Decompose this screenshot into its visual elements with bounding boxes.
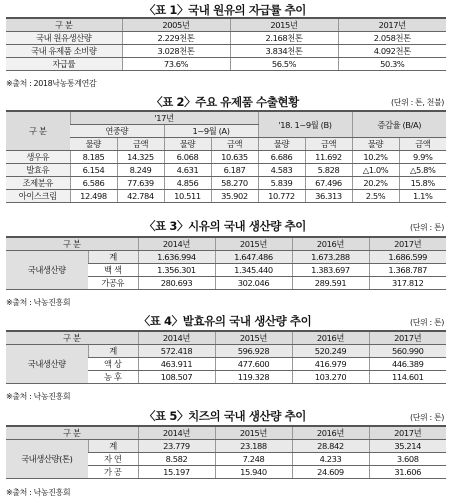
- table4-source: ※출처 : 낙농진흥회: [6, 392, 71, 401]
- group-label: 국내생산량: [6, 251, 88, 290]
- cell: 9.9%: [399, 151, 446, 164]
- table5-title: 〈표 5〉치즈의 국내 생산량 추이: [143, 409, 306, 423]
- cell: 10.635: [211, 151, 258, 164]
- table2-header-17: '17년: [70, 111, 258, 125]
- cell: 1.383.697: [292, 264, 369, 277]
- table2-sub-qty: 물량: [164, 138, 211, 151]
- cell: 560.990: [369, 345, 446, 358]
- row-label: 생우유: [6, 151, 70, 164]
- cell: 8.249: [117, 164, 164, 177]
- row-label: 자 연: [88, 453, 138, 466]
- cell: 6.187: [211, 164, 258, 177]
- table1: [6, 17, 446, 71]
- cell: 14.325: [117, 151, 164, 164]
- table1-header-2017: 2017년: [338, 18, 446, 32]
- row-label: 자급률: [6, 58, 122, 71]
- cell: 15.8%: [399, 177, 446, 190]
- table-row: [6, 345, 446, 358]
- table2-header-label: 구 분: [6, 111, 70, 151]
- cell: 5.828: [305, 164, 352, 177]
- table4-unit: (단위 : 톤): [409, 318, 444, 327]
- cell: 4.233: [292, 453, 369, 466]
- cell: 73.6%: [122, 58, 230, 71]
- table3: [6, 236, 446, 290]
- table3-header-2016: 2016년: [292, 237, 369, 251]
- table2: [6, 110, 446, 203]
- table5-source: ※출처 : 낙농진흥회: [6, 488, 71, 497]
- table-row: [6, 164, 446, 177]
- table5-header-label: 구 분: [6, 426, 138, 440]
- cell: 35.902: [211, 190, 258, 203]
- cell: 596.928: [215, 345, 292, 358]
- cell: 108.507: [138, 371, 215, 384]
- table1-source: ※출처 : 2018낙농통계연감: [6, 79, 97, 88]
- row-label: 가공유: [88, 277, 138, 290]
- table2-sub-qty: 물량: [352, 138, 399, 151]
- cell: 24.609: [292, 466, 369, 479]
- cell: 15.197: [138, 466, 215, 479]
- cell: 6.586: [70, 177, 117, 190]
- table-row: [6, 190, 446, 203]
- cell: 50.3%: [338, 58, 446, 71]
- table4-header-label: 구 분: [6, 331, 138, 345]
- table4: [6, 330, 446, 384]
- cell: 4.631: [164, 164, 211, 177]
- cell: 12.498: [70, 190, 117, 203]
- row-label: 액 상: [88, 358, 138, 371]
- table5-header-2016: 2016년: [292, 426, 369, 440]
- cell: 4.583: [258, 164, 305, 177]
- table3-header-2014: 2014년: [138, 237, 215, 251]
- cell: 58.270: [211, 177, 258, 190]
- table4-title: 〈표 4〉발효유의 국내 생산량 추이: [138, 314, 312, 328]
- table3-header-2015: 2015년: [215, 237, 292, 251]
- row-label: 아이스크림: [6, 190, 70, 203]
- table-row: [6, 177, 446, 190]
- cell: 446.389: [369, 358, 446, 371]
- table2-sub-qty: 물량: [70, 138, 117, 151]
- cell: 1.345.440: [215, 264, 292, 277]
- cell: 56.5%: [230, 58, 338, 71]
- table2-title: 〈표 2〉주요 유제품 수출현황: [151, 95, 299, 109]
- cell: 477.600: [215, 358, 292, 371]
- cell: 1.686.599: [369, 251, 446, 264]
- cell: 67.496: [305, 177, 352, 190]
- table2-sub-amt: 금액: [305, 138, 352, 151]
- cell: 4.856: [164, 177, 211, 190]
- cell: 4.092천톤: [338, 45, 446, 58]
- cell: 35.214: [369, 440, 446, 453]
- table2-sub-amt: 금액: [211, 138, 258, 151]
- cell: 3.608: [369, 453, 446, 466]
- cell: 28.842: [292, 440, 369, 453]
- table2-header-jan-sep: 1~9월 (A): [164, 125, 258, 138]
- table4-header-2016: 2016년: [292, 331, 369, 345]
- row-label: 계: [88, 251, 138, 264]
- row-label: 발효유: [6, 164, 70, 177]
- table1-header-label: 구 분: [6, 18, 122, 32]
- table-row: [6, 440, 446, 453]
- cell: 77.639: [117, 177, 164, 190]
- cell: 2.058천톤: [338, 32, 446, 45]
- cell: 289.591: [292, 277, 369, 290]
- cell: 10.2%: [352, 151, 399, 164]
- table5-header-2014: 2014년: [138, 426, 215, 440]
- cell: 8.185: [70, 151, 117, 164]
- cell: 520.249: [292, 345, 369, 358]
- table2-sub-amt: 금액: [117, 138, 164, 151]
- cell: 119.328: [215, 371, 292, 384]
- cell: 8.582: [138, 453, 215, 466]
- group-label: 국내생산량: [6, 345, 88, 384]
- row-label: 조제분유: [6, 177, 70, 190]
- cell: 11.692: [305, 151, 352, 164]
- cell: 280.693: [138, 277, 215, 290]
- cell: 10.511: [164, 190, 211, 203]
- row-label: 계: [88, 345, 138, 358]
- table-row: [6, 32, 446, 45]
- table5-header-2017: 2017년: [369, 426, 446, 440]
- table5-unit: (단위 : 톤): [409, 413, 444, 422]
- cell: 302.046: [215, 277, 292, 290]
- table1-header-2005: 2005년: [122, 18, 230, 32]
- cell: 36.313: [305, 190, 352, 203]
- table5: [6, 425, 446, 479]
- cell: 42.784: [117, 190, 164, 203]
- table3-header-2017: 2017년: [369, 237, 446, 251]
- table3-unit: (단위 : 톤): [409, 223, 444, 232]
- cell: 20.2%: [352, 177, 399, 190]
- cell: 31.606: [369, 466, 446, 479]
- table5-header-2015: 2015년: [215, 426, 292, 440]
- table2-unit: (단위 : 톤, 천불): [391, 98, 444, 107]
- cell: 2.168천톤: [230, 32, 338, 45]
- table2-header-18: '18. 1~9월 (B): [258, 111, 352, 138]
- row-label: 계: [88, 440, 138, 453]
- table3-title: 〈표 3〉시유의 국내 생산량 추이: [143, 219, 306, 233]
- table3-header-label: 구 분: [6, 237, 138, 251]
- group-label: 국내생산량(톤): [6, 440, 88, 479]
- cell: 6.686: [258, 151, 305, 164]
- table-row: [6, 151, 446, 164]
- row-label: 농 후: [88, 371, 138, 384]
- table-row: [6, 58, 446, 71]
- cell: 572.418: [138, 345, 215, 358]
- cell: 15.940: [215, 466, 292, 479]
- row-label: 가 공: [88, 466, 138, 479]
- table-row: [6, 45, 446, 58]
- cell: △1.0%: [352, 164, 399, 177]
- table3-source: ※출처 : 낙농진흥회: [6, 298, 71, 307]
- cell: 10.772: [258, 190, 305, 203]
- cell: 7.248: [215, 453, 292, 466]
- cell: 3.028천톤: [122, 45, 230, 58]
- cell: △5.8%: [399, 164, 446, 177]
- table2-header-year-total: 연중량: [70, 125, 164, 138]
- cell: 23.188: [215, 440, 292, 453]
- table1-header-2015: 2015년: [230, 18, 338, 32]
- cell: 1.368.787: [369, 264, 446, 277]
- cell: 114.601: [369, 371, 446, 384]
- table1-title: 〈표 1〉국내 원유의 자급률 추이: [143, 3, 306, 17]
- cell: 5.839: [258, 177, 305, 190]
- table2-header-rate: 증감율 (B/A): [352, 111, 446, 138]
- cell: 2.5%: [352, 190, 399, 203]
- cell: 6.068: [164, 151, 211, 164]
- cell: 1.1%: [399, 190, 446, 203]
- row-label: 국내 유제품 소비량: [6, 45, 122, 58]
- cell: 1.647.486: [215, 251, 292, 264]
- cell: 103.270: [292, 371, 369, 384]
- cell: 463.911: [138, 358, 215, 371]
- table4-header-2015: 2015년: [215, 331, 292, 345]
- cell: 23.779: [138, 440, 215, 453]
- table4-header-2017: 2017년: [369, 331, 446, 345]
- cell: 2.229천톤: [122, 32, 230, 45]
- row-label: 국내 원유생산량: [6, 32, 122, 45]
- table-row: [6, 251, 446, 264]
- cell: 317.812: [369, 277, 446, 290]
- row-label: 백 색: [88, 264, 138, 277]
- table4-header-2014: 2014년: [138, 331, 215, 345]
- cell: 3.834천톤: [230, 45, 338, 58]
- cell: 1.673.288: [292, 251, 369, 264]
- cell: 6.154: [70, 164, 117, 177]
- cell: 1.356.301: [138, 264, 215, 277]
- cell: 1.636.994: [138, 251, 215, 264]
- table2-sub-amt: 금액: [399, 138, 446, 151]
- cell: 416.979: [292, 358, 369, 371]
- table2-sub-qty: 물량: [258, 138, 305, 151]
